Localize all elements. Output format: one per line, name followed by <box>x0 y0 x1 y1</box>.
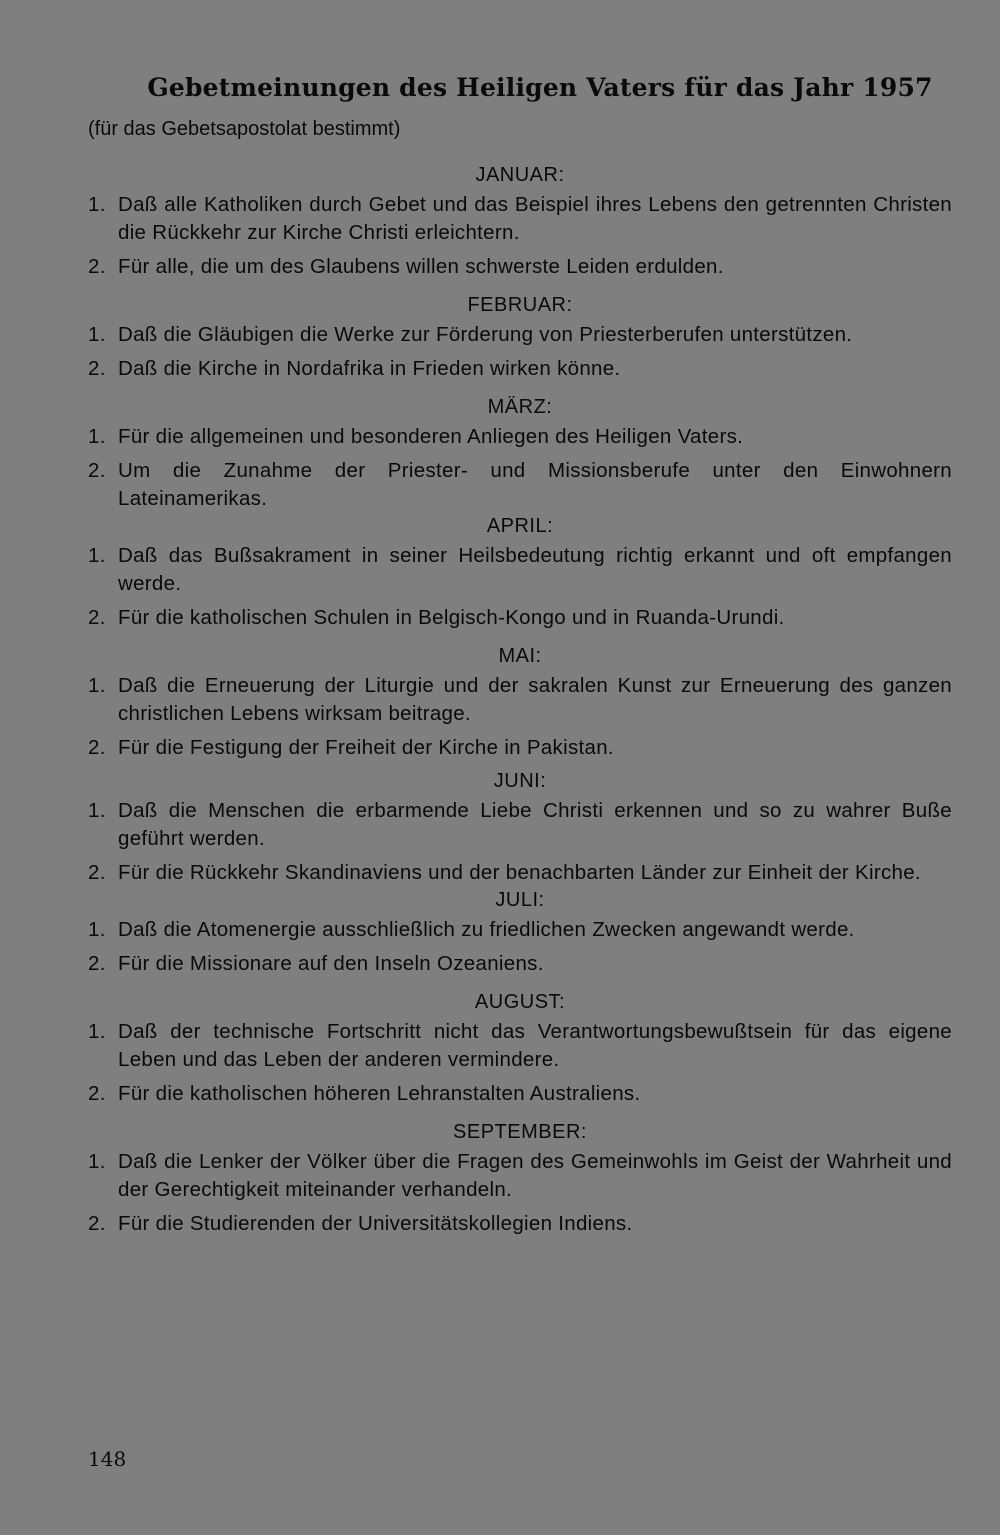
prayer-intention <box>88 1210 952 1238</box>
intention-number: 1. <box>88 799 106 822</box>
prayer-intention <box>88 1080 952 1108</box>
month-heading: AUGUST: <box>474 991 566 1013</box>
month-section <box>88 768 952 887</box>
month-section <box>88 887 952 978</box>
intention-number: 1. <box>88 544 106 567</box>
month-section <box>88 513 952 632</box>
intention-number: 2. <box>88 255 106 278</box>
intention-text: Um die Zunahme der Priester- und Missionsberufe unter den Einwohnern Lateinamerikas. <box>118 459 952 510</box>
intention-number: 1. <box>88 193 106 216</box>
intention-text: Daß die Erneuerung der Liturgie und der sakralen Kunst zur Erneuerung des ganzen christlichen Lebens wirksam beitrage. <box>118 674 952 725</box>
intention-number: 1. <box>88 1020 106 1043</box>
month-section <box>88 989 952 1108</box>
prayer-intention <box>88 542 952 598</box>
intention-text: Für die Missionare auf den Inseln Ozeaniens. <box>118 952 544 975</box>
prayer-intention <box>88 355 952 383</box>
intention-number: 1. <box>88 425 106 448</box>
intention-number: 1. <box>88 674 106 697</box>
month-section <box>88 292 952 383</box>
intention-number: 1. <box>88 1150 106 1173</box>
prayer-intention <box>88 423 952 451</box>
prayer-intention <box>88 950 952 978</box>
intention-number: 2. <box>88 1212 106 1235</box>
intention-text: Daß die Atomenergie ausschließlich zu friedlichen Zwecken angewandt werde. <box>118 918 855 941</box>
page-subtitle: (für das Gebetsapostolat bestimmt) <box>88 118 401 140</box>
prayer-intention <box>88 253 952 281</box>
month-heading: JULI: <box>495 889 545 911</box>
intention-text: Daß alle Katholiken durch Gebet und das Beispiel ihres Lebens den getrennten Christen die Rückkehr zur Kirche Christi erleichtern. <box>118 193 952 244</box>
page-content <box>88 70 952 1238</box>
intention-text: Daß die Gläubigen die Werke zur Förderung von Priesterberufen unterstützen. <box>118 323 853 346</box>
intention-text: Für die katholischen höheren Lehranstalten Australiens. <box>118 1082 641 1105</box>
prayer-intention <box>88 604 952 632</box>
month-heading: MAI: <box>498 645 542 667</box>
month-section <box>88 643 952 762</box>
month-list <box>88 162 952 1238</box>
intention-text: Daß die Menschen die erbarmende Liebe Christi erkennen und so zu wahrer Buße geführt werden. <box>118 799 952 850</box>
intention-text: Daß die Lenker der Völker über die Fragen des Gemeinwohls im Geist der Wahrheit und der Gerechtigkeit miteinander verhandeln. <box>118 1150 952 1201</box>
intention-text: Daß der technische Fortschritt nicht das Verantwortungsbewußtsein für das eigene Leben und das Leben der anderen vermindere. <box>118 1020 952 1071</box>
intention-text: Daß das Bußsakrament in seiner Heilsbedeutung richtig erkannt und oft empfangen werde. <box>118 544 952 595</box>
page-title: Gebetmeinungen des Heiligen Vaters für das Jahr 1957 <box>147 73 933 102</box>
month-heading: JUNI: <box>493 770 547 792</box>
intention-text: Für die Rückkehr Skandinaviens und der benachbarten Länder zur Einheit der Kirche. <box>118 861 921 884</box>
prayer-intention <box>88 672 952 728</box>
month-heading: SEPTEMBER: <box>453 1121 587 1143</box>
intention-text: Für die allgemeinen und besonderen Anliegen des Heiligen Vaters. <box>118 425 744 448</box>
prayer-intention <box>88 916 952 944</box>
intention-text: Für die Studierenden der Universitätskollegien Indiens. <box>118 1212 633 1235</box>
month-heading: APRIL: <box>486 515 554 537</box>
intention-number: 2. <box>88 952 106 975</box>
intention-text: Daß die Kirche in Nordafrika in Frieden wirken könne. <box>118 357 621 380</box>
intention-text: Für alle, die um des Glaubens willen schwerste Leiden erdulden. <box>118 255 724 278</box>
intention-number: 1. <box>88 323 106 346</box>
intention-number: 1. <box>88 918 106 941</box>
intention-number: 2. <box>88 861 106 884</box>
intention-text: Für die Festigung der Freiheit der Kirche in Pakistan. <box>118 736 614 759</box>
month-heading: MÄRZ: <box>487 396 553 418</box>
prayer-intention <box>88 457 952 513</box>
page-number: 148 <box>88 1447 127 1471</box>
prayer-intention <box>88 734 952 762</box>
month-heading: JANUAR: <box>475 164 565 186</box>
intention-text: Für die katholischen Schulen in Belgisch-Kongo und in Ruanda-Urundi. <box>118 606 785 629</box>
prayer-intention <box>88 321 952 349</box>
intention-number: 2. <box>88 357 106 380</box>
month-heading: FEBRUAR: <box>467 294 573 316</box>
prayer-intention <box>88 859 952 887</box>
intention-number: 2. <box>88 459 106 482</box>
month-section <box>88 1119 952 1238</box>
prayer-intention <box>88 191 952 247</box>
month-section <box>88 394 952 513</box>
prayer-intention <box>88 797 952 853</box>
prayer-intention <box>88 1148 952 1204</box>
intention-number: 2. <box>88 1082 106 1105</box>
intention-number: 2. <box>88 606 106 629</box>
month-section <box>88 162 952 281</box>
intention-number: 2. <box>88 736 106 759</box>
prayer-intention <box>88 1018 952 1074</box>
